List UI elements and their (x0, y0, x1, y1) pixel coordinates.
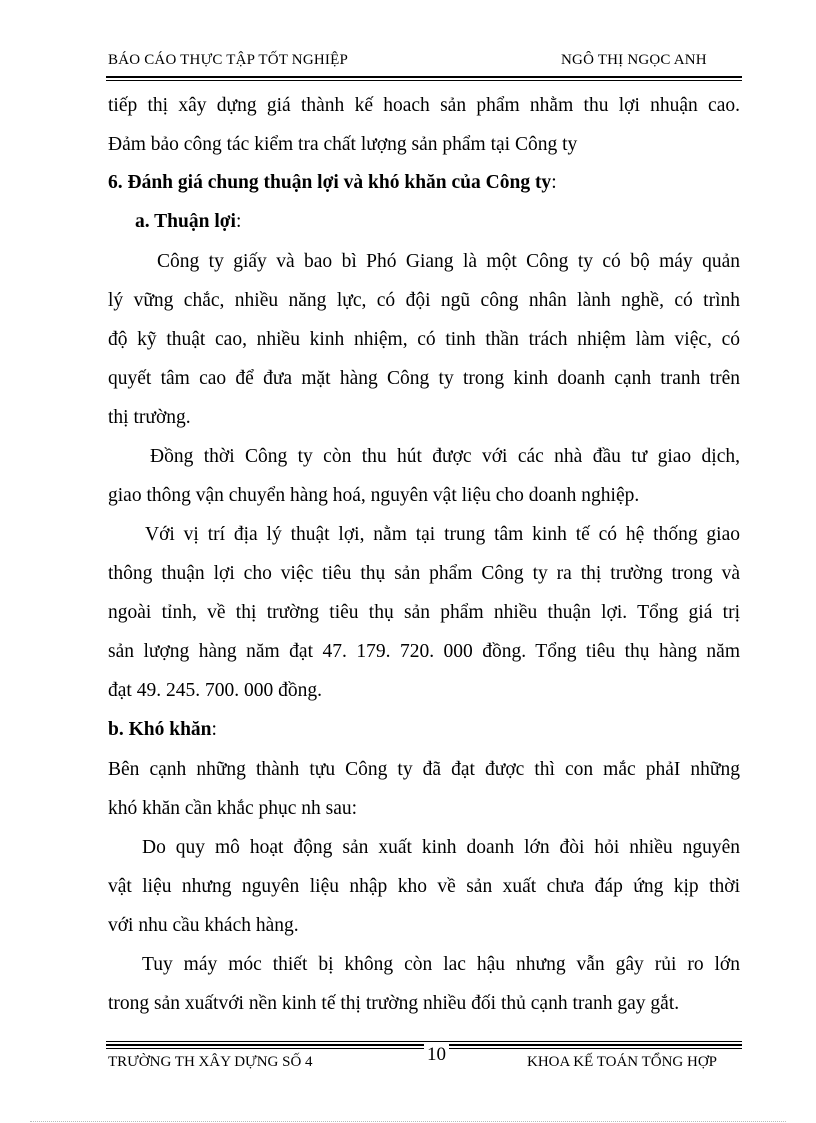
header-left: BÁO CÁO THỰC TẬP TỐT NGHIỆP (108, 52, 348, 68)
paragraph-line: độ kỹ thuật cao, nhiều kinh nhiệm, có tinh thần trách nhiệm làm việc, có (108, 329, 740, 350)
subsection-heading (108, 720, 217, 740)
paragraph-line: Tuy máy móc thiết bị không còn lac hậu nhưng vẫn gây rủi ro lớn (142, 954, 740, 975)
subsection-heading-text: a. Thuận lợi (135, 211, 236, 232)
header-rule (106, 76, 742, 78)
paragraph-line: Công ty giấy và bao bì Phó Giang là một Công ty có bộ máy quản (157, 251, 740, 272)
subsection-heading-colon: : (235, 211, 242, 232)
paragraph-line: khó khăn cần khắc phục nh sau: (108, 798, 358, 819)
paragraph-line: quyết tâm cao để đưa mặt hàng Công ty trong kinh doanh cạnh tranh trên (108, 368, 740, 389)
paragraph-line: lý vững chắc, nhiều năng lực, có đội ngũ công nhân lành nghề, có trình (108, 290, 740, 311)
subsection-heading-colon: : (211, 719, 217, 740)
paragraph-line: thị trường. (108, 407, 191, 428)
paragraph-line: Đảm bảo công tác kiểm tra chất lượng sản phẩm tại Công ty (108, 134, 578, 155)
paragraph-line: vật liệu nhưng nguyên liệu nhập kho về sản xuất chưa đáp ứng kịp thời (108, 876, 740, 897)
footer-left: TRƯỜNG TH XÂY DỰNG SỐ 4 (108, 1054, 313, 1070)
section-heading-text: 6. Đánh giá chung thuận lợi và khó khăn của Công ty (108, 172, 552, 193)
subsection-heading-text: b. Khó khăn (108, 719, 212, 740)
section-heading (108, 173, 557, 193)
paragraph-line: với nhu cầu khách hàng. (108, 915, 299, 936)
paragraph-line: Bên cạnh những thành tựu Công ty đã đạt được thì con mắc phảI những (108, 759, 740, 780)
paragraph-line: thông thuận lợi cho việc tiêu thụ sản phẩm Công ty ra thị trường trong và (108, 563, 740, 584)
paragraph-line: ngoài tỉnh, về thị trường tiêu thụ sản phẩm nhiều thuận lợi. Tổng giá trị (108, 602, 740, 623)
paragraph-line: trong sản xuấtvới nền kinh tế thị trường nhiều đối thủ cạnh tranh gay gắt. (108, 993, 680, 1014)
header-rule-thin (106, 80, 742, 81)
footer-rule (106, 1041, 742, 1042)
paragraph-line: Với vị trí địa lý thuật lợi, nằm tại trung tâm kinh tế có hệ thống giao (145, 524, 740, 545)
page-edge-divider (30, 1121, 786, 1122)
paragraph-line: giao thông vận chuyển hàng hoá, nguyên vật liệu cho doanh nghiệp. (108, 485, 640, 506)
paragraph-line: Đồng thời Công ty còn thu hút được với các nhà đầu tư giao dịch, (150, 446, 740, 467)
header-right: NGÔ THỊ NGỌC ANH (561, 52, 707, 68)
paragraph-line: sản lượng hàng năm đạt 47. 179. 720. 000 đồng. Tổng tiêu thụ hàng năm (108, 641, 740, 662)
paragraph-line: Do quy mô hoạt động sản xuất kinh doanh lớn đòi hỏi nhiều nguyên (142, 837, 740, 858)
footer-right: KHOA KẾ TOÁN TỔNG HỢP (527, 1054, 718, 1070)
paragraph-line: đạt 49. 245. 700. 000 đồng. (108, 680, 322, 701)
page-number: 10 (424, 1044, 449, 1066)
subsection-heading (135, 212, 241, 232)
paragraph-line: tiếp thị xây dựng giá thành kế hoach sản phẩm nhằm thu lợi nhuận cao. (108, 95, 740, 116)
section-heading-colon: : (551, 172, 557, 193)
